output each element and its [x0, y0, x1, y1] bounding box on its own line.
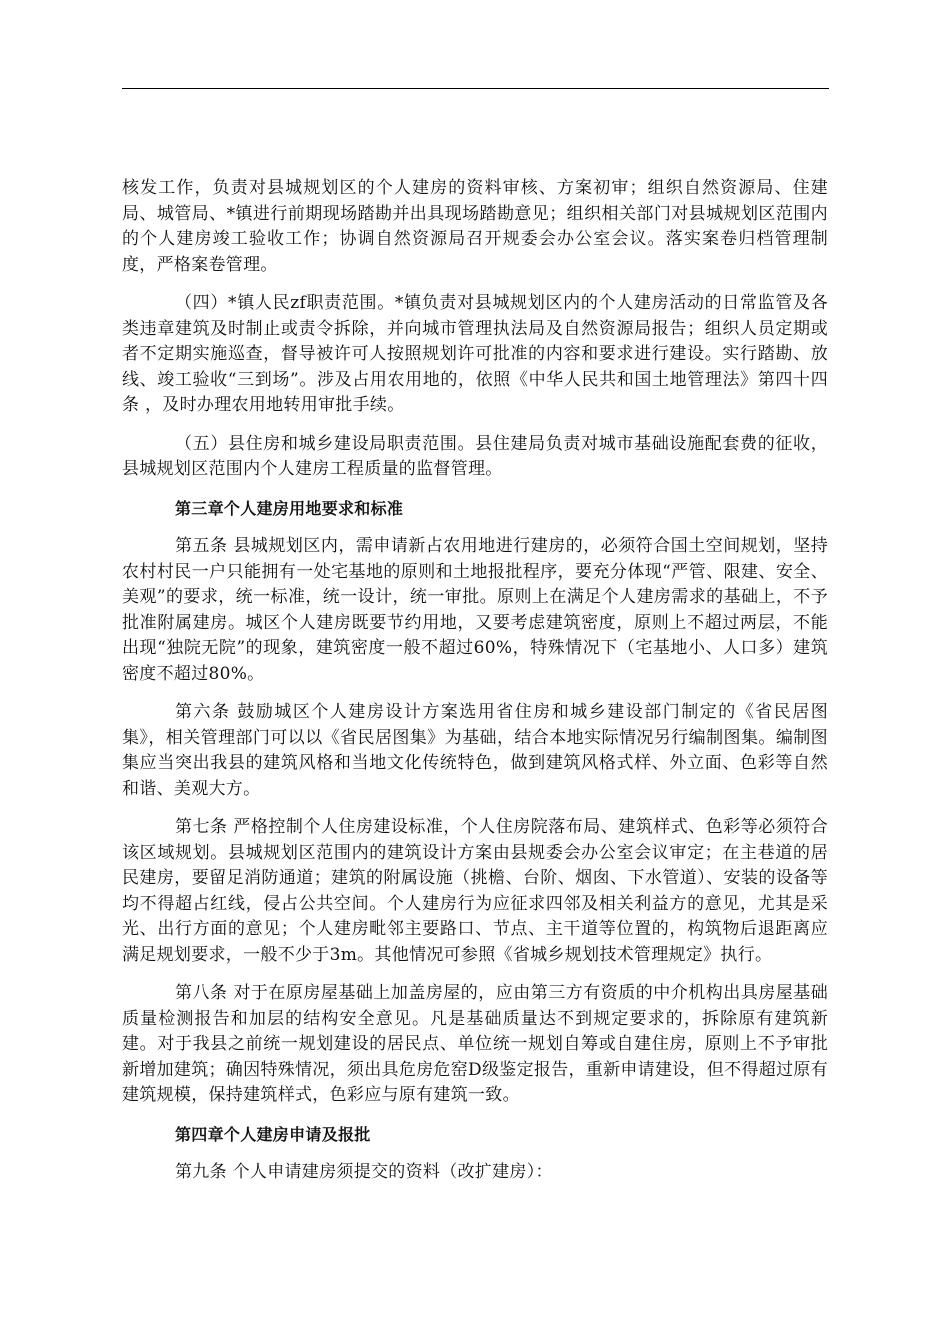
- header-rule: [122, 88, 829, 89]
- body-paragraph: 第五条 县城规划区内，需申请新占农用地进行建房的，必须符合国土空间规划，坚持农村村民一户只能拥有一处宅基地的原则和土地报批程序，要充分体现“严管、限建、安全、美观”的要求，统一标准，统一设计，统一审批。原则上在满足个人建房需求的基础上，不予批准附属建房。城区个人建房既要节约用地，又要考虑建筑密度，原则上不超过两层，不能出现“独院无院”的现象，建筑密度一般不超过60%，特殊情况下（宅基地小、人口多）建筑密度不超过80%。: [122, 536, 828, 684]
- body-paragraph: 核发工作，负责对县城规划区的个人建房的资料审核、方案初审；组织自然资源局、住建局、城管局、*镇进行前期现场踏勘并出具现场踏勘意见；组织相关部门对县城规划区范围内的个人建房竣工验收工作；协调自然资源局召开规委会办公室会议。落实案卷归档管理制度，严格案卷管理。: [122, 178, 828, 275]
- body-paragraph: 第九条 个人申请建房须提交的资料（改扩建房）：: [175, 1162, 553, 1182]
- body-paragraph: 第七条 严格控制个人住房建设标准，个人住房院落布局、建筑样式、色彩等必须符合该区域规划。县城规划区范围内的建筑设计方案由县规委会办公室会议审定；在主巷道的居民建房，要留足消防通道；建筑的附属设施（挑檐、台阶、烟囱、下水管道）、安装的设备等均不得超占红线，侵占公共空间。个人建房行为应征求四邻及相关利益方的意见，尤其是采光、出行方面的意见；个人建房毗邻主要路口、节点、主干道等位置的，构筑物后退距离应满足规划要求，一般不少于3m。其他情况可参照《省城乡规划技术管理规定》执行。: [122, 817, 828, 965]
- body-paragraph: （四）*镇人民zf职责范围。*镇负责对县城规划区内的个人建房活动的日常监管及各类违章建筑及时制止或责令拆除，并向城市管理执法局及自然资源局报告；组织人员定期或者不定期实施巡查，督导被许可人按照规划许可批准的内容和要求进行建设。实行踏勘、放线、竣工验收“三到场”。涉及占用农用地的，依照《中华人民共和国土地管理法》第四十四条 ，及时办理农用地转用审批手续。: [122, 293, 828, 415]
- document-body: [122, 176, 828, 1199]
- chapter-heading: 第三章个人建房用地要求和标准: [175, 498, 404, 518]
- chapter-heading: 第四章个人建房申请及报批: [175, 1124, 371, 1144]
- body-paragraph: 第八条 对于在原房屋基础上加盖房屋的，应由第三方有资质的中介机构出具房屋基础质量检测报告和加层的结构安全意见。凡是基础质量达不到规定要求的，拆除原有建筑新建。对于我县之前统一规划建设的居民点、单位统一规划自筹或自建住房，原则上不予审批新增加建筑；确因特殊情况，须出具危房危窑D级鉴定报告，重新申请建设，但不得超过原有建筑规模，保持建筑样式，色彩应与原有建筑一致。: [122, 983, 828, 1105]
- body-paragraph: （五）县住房和城乡建设局职责范围。县住建局负责对城市基础设施配套费的征收，县城规划区范围内个人建房工程质量的监督管理。: [122, 433, 828, 479]
- body-paragraph: 第六条 鼓励城区个人建房设计方案选用省住房和城乡建设部门制定的《省民居图集》，相关管理部门可以以《省民居图集》为基础，结合本地实际情况另行编制图集。编制图集应当突出我县的建筑风格和当地文化传统特色，做到建筑风格式样、外立面、色彩等自然和谐、美观大方。: [122, 702, 828, 799]
